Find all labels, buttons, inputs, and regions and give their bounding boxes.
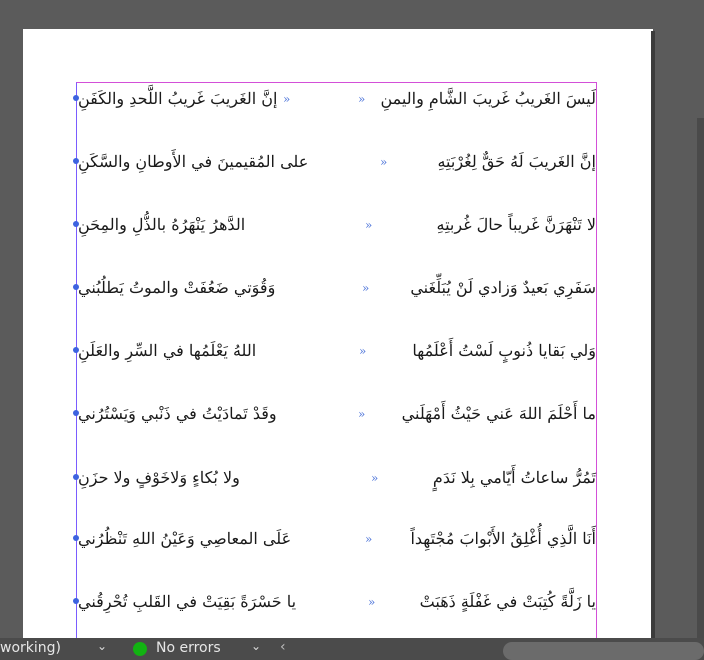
verse-left-hemistich: اللهُ يَعْلَمُها في السِّرِ والعَلَنِ <box>78 341 257 360</box>
separator-arrow-icon: » <box>358 407 366 421</box>
chevron-left-icon[interactable]: ‹ <box>280 639 286 655</box>
verse-row <box>76 587 597 627</box>
verse-row <box>76 210 597 250</box>
verse-right-hemistich: يا زَلَّةً كُتِبَتْ في غَفْلَةٍ ذَهَبَتْ <box>419 592 596 611</box>
vertical-scrollbar[interactable] <box>697 118 704 638</box>
verse-right-hemistich: سَفَرِي بَعيدٌ وَزادي لَنْ يُبَلِّغَني <box>410 278 596 297</box>
verse-right-hemistich: إنَّ الغَريبَ لَهُ حَقٌّ لِغُرْبَتِهِ <box>437 152 596 171</box>
separator-arrow-icon: » <box>368 595 376 609</box>
status-indicator-icon <box>133 642 147 656</box>
separator-arrow-icon: » <box>365 218 373 232</box>
verse-right-hemistich: أَنَا الَّذِي أُغْلِقُ الأَبْوابَ مُجْتَهِداً <box>410 529 596 548</box>
verse-left-hemistich: وَقُوَتي ضَعُفَتْ والموتُ يَطلُبُني <box>78 278 276 297</box>
chevron-down-icon[interactable]: ⌄ <box>251 639 262 653</box>
verse-right-hemistich: ما أَحْلَمَ اللهَ عَني حَيْثُ أَمْهَلَني <box>401 404 596 423</box>
verse-row <box>76 463 597 503</box>
verse-right-hemistich: لَيسَ الغَريبُ غَريبَ الشَّامِ واليمنِ <box>380 89 596 108</box>
verse-row <box>76 336 597 376</box>
verse-left-hemistich: على المُقيمينَ في الأَوطانِ والسَّكَنِ <box>78 152 309 171</box>
chevron-down-icon[interactable]: ⌄ <box>97 639 108 653</box>
verse-right-hemistich: تَمُرُّ ساعاتُ أَيّامي بِلا نَدَمٍ <box>432 468 596 487</box>
verse-left-hemistich: إنَّ الغَريبَ غَريبُ اللَّحدِ والكَفَنِ <box>78 89 278 108</box>
verse-left-hemistich: الدَّهرُ يَنْهَرُهُ بالذُّلِ والمِحَنِ <box>78 215 246 234</box>
separator-arrow-icon: » <box>283 92 291 106</box>
verse-row <box>76 84 597 124</box>
verse-left-hemistich: وقَدْ تَمادَيْتُ في ذَنْبي وَيَسْتُرُني <box>78 404 277 423</box>
status-bar <box>0 638 704 660</box>
verse-left-hemistich: ولا بُكاءٍ وَلاخَوْفٍ ولا حزَنِ <box>78 468 240 487</box>
verse-row <box>76 273 597 313</box>
page-shadow <box>651 31 655 638</box>
separator-arrow-icon: » <box>380 155 388 169</box>
preflight-profile-label[interactable]: working) <box>0 640 61 656</box>
separator-arrow-icon: » <box>362 281 370 295</box>
separator-arrow-icon: » <box>371 471 379 485</box>
verse-right-hemistich: لا تَنْهَرَنَّ غَريباً حالَ غُربتِهِ <box>436 215 596 234</box>
errors-status-label[interactable]: No errors <box>156 640 221 656</box>
separator-arrow-icon: » <box>358 92 366 106</box>
verse-right-hemistich: وَلي بَقايا ذُنوبٍ لَسْتُ أَعْلَمُها <box>412 341 596 360</box>
separator-arrow-icon: » <box>359 344 367 358</box>
verse-row <box>76 147 597 187</box>
verse-left-hemistich: عَلَى المعاصِي وَعَيْنُ اللهِ تَنْظُرُني <box>78 529 292 548</box>
separator-arrow-icon: » <box>365 532 373 546</box>
verse-left-hemistich: يا حَسْرَةً بَقِيَتْ في القَلبِ تُحْرِقُني <box>78 592 297 611</box>
horizontal-scrollbar[interactable] <box>503 642 704 660</box>
verse-row <box>76 524 597 564</box>
verse-row <box>76 399 597 439</box>
